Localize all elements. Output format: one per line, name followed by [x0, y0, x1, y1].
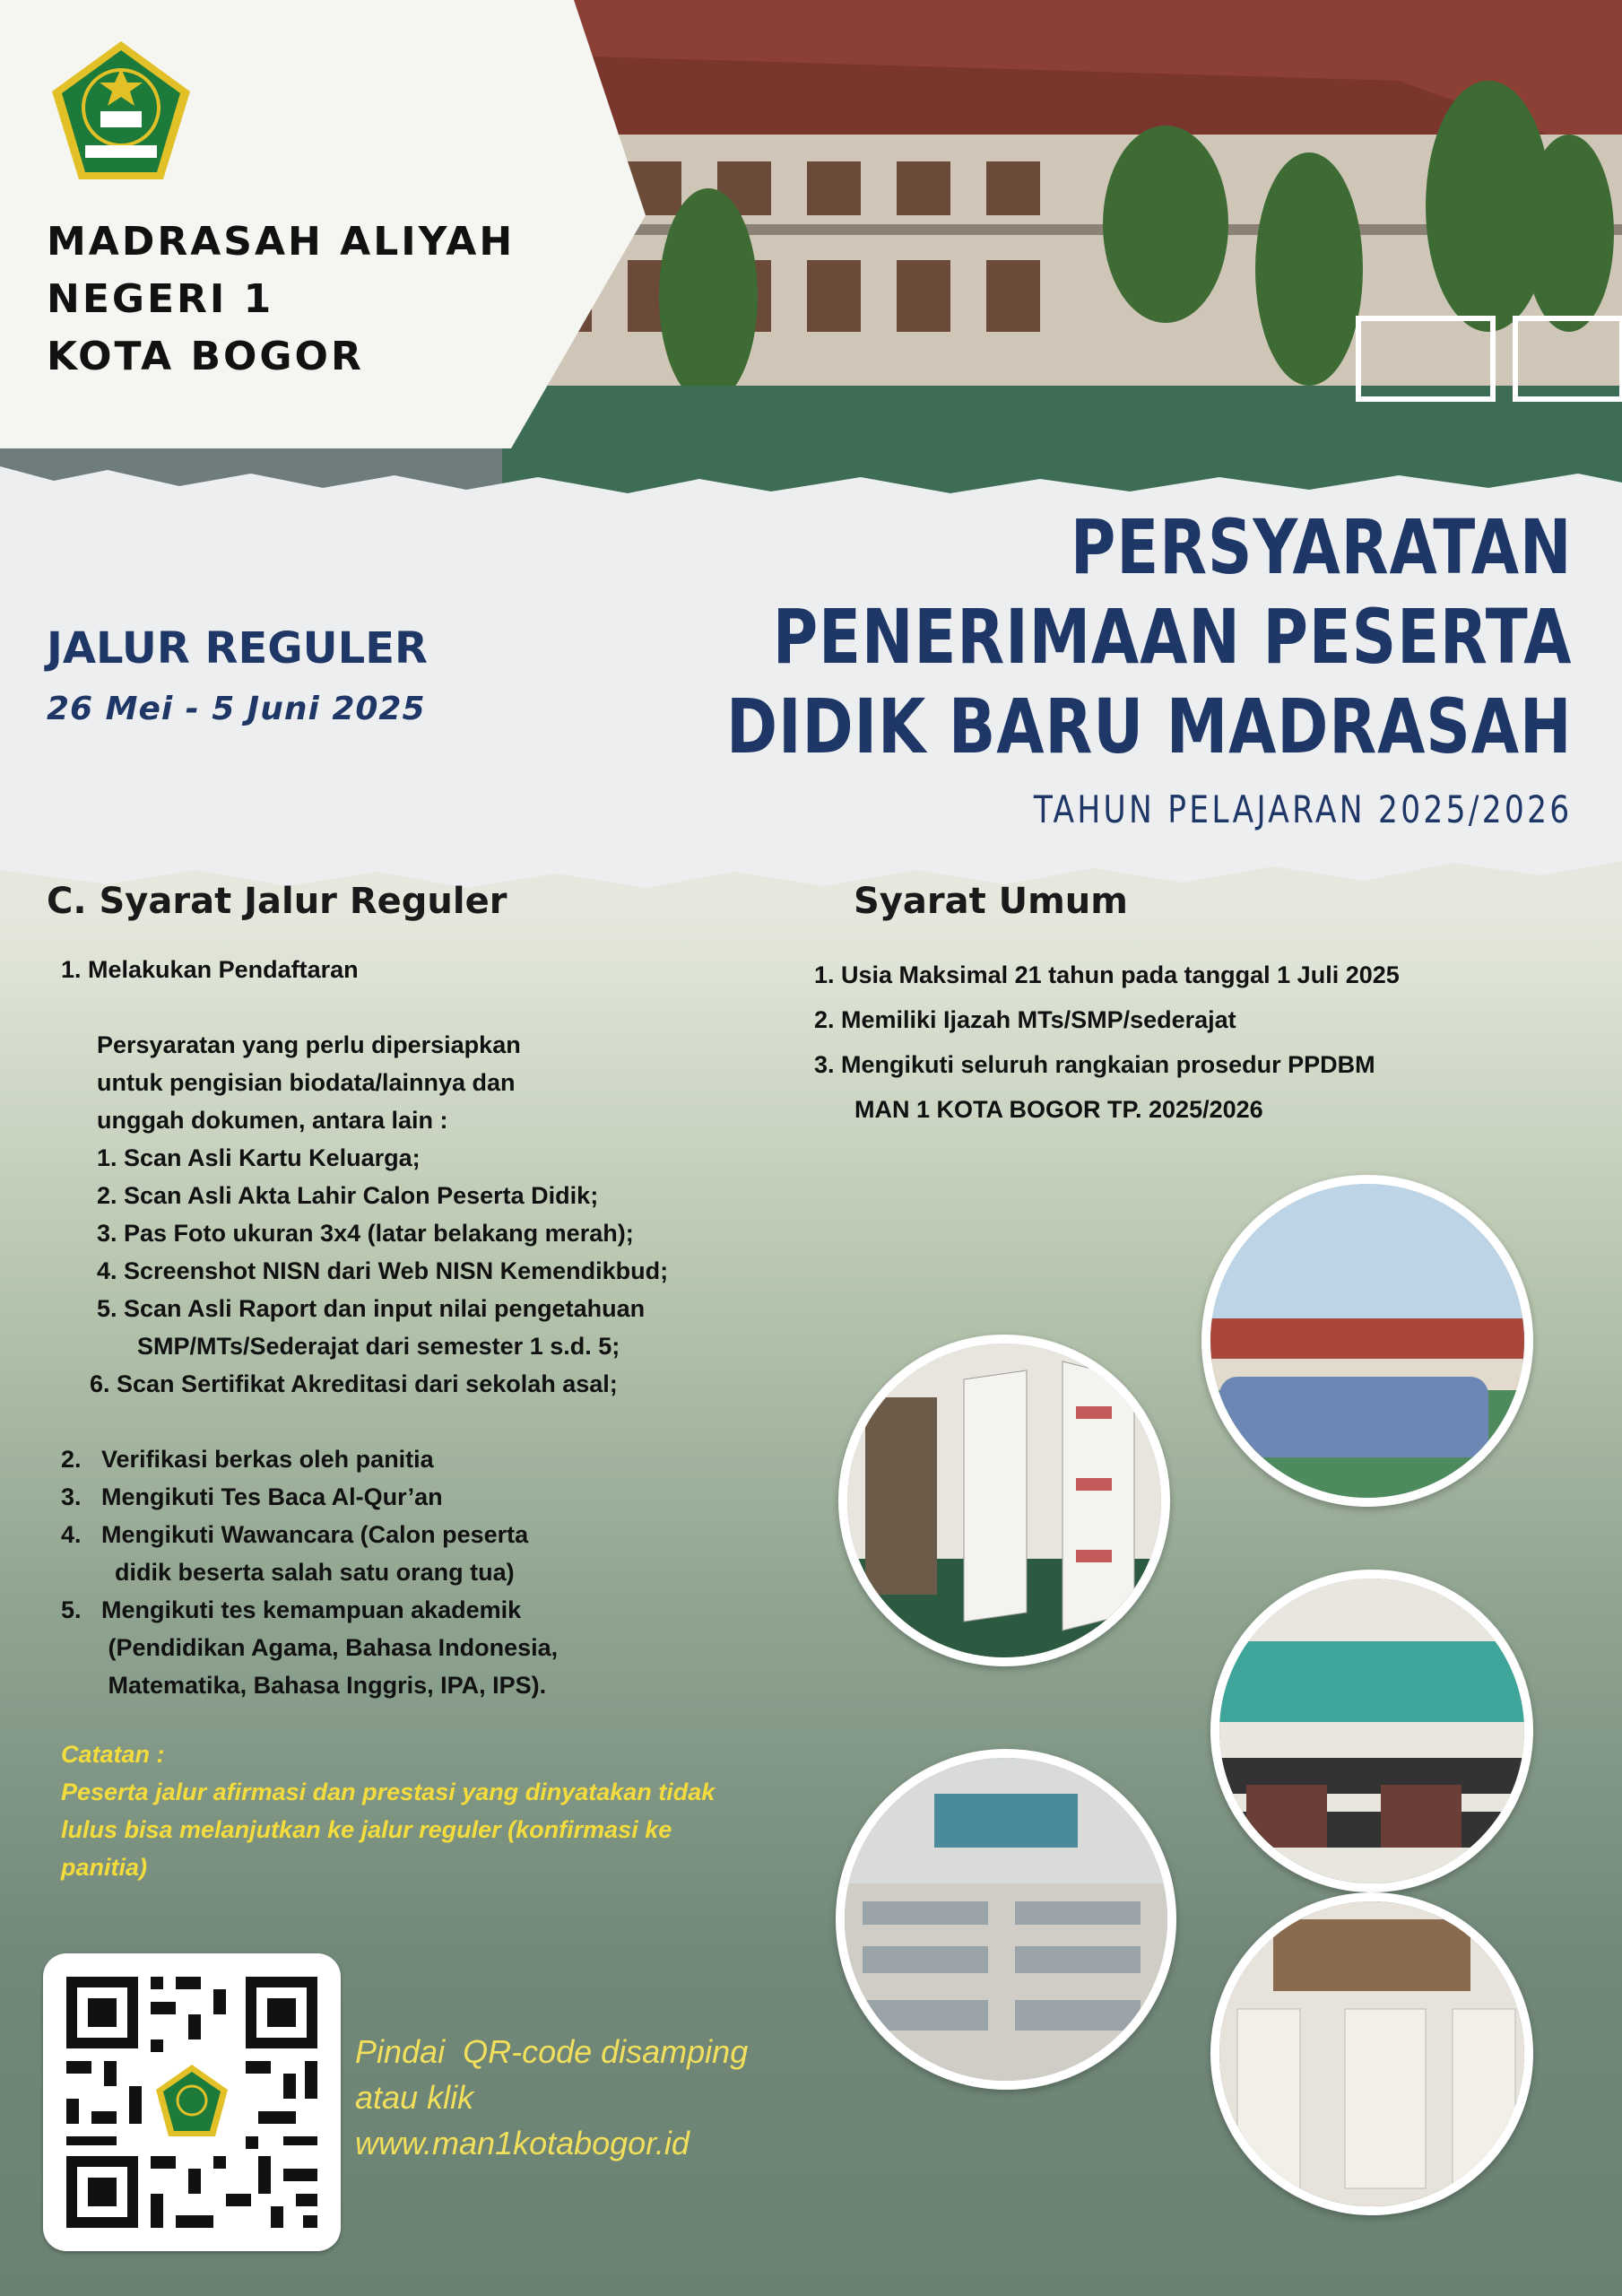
main-title-line-2: PENERIMAAN PESERTA	[772, 593, 1572, 681]
school-name-line-2: NEGERI 1	[47, 276, 274, 322]
main-title-line-1: PERSYARATAN	[1070, 503, 1572, 591]
doc-item: 5. Scan Asli Raport dan input nilai pengetahuan	[97, 1295, 646, 1322]
scan-line: Pindai QR-code disamping	[355, 2033, 749, 2070]
step-item: 5. Mengikuti tes kemampuan akademik	[61, 1596, 522, 1623]
umum-item: 1. Usia Maksimal 21 tahun pada tanggal 1 Juli 2025	[814, 961, 1400, 988]
step-item: Matematika, Bahasa Inggris, IPA, IPS).	[61, 1672, 547, 1699]
photo-library	[838, 1335, 1170, 1666]
umum-item: MAN 1 KOTA BOGOR TP. 2025/2026	[814, 1096, 1263, 1123]
photo-classroom	[836, 1749, 1176, 2090]
doc-item: SMP/MTs/Sederajat dari semester 1 s.d. 5;	[97, 1333, 620, 1360]
main-subtitle: TAHUN PELAJARAN 2025/2026	[1033, 787, 1572, 831]
note-line: panitia)	[61, 1854, 148, 1881]
main-title-line-3: DIDIK BARU MADRASAH	[725, 683, 1572, 770]
doc-item: 2. Scan Asli Akta Lahir Calon Peserta Didik;	[97, 1182, 599, 1209]
kemenag-logo	[45, 38, 197, 186]
intro-line: Persyaratan yang perlu dipersiapkan	[97, 1031, 521, 1058]
qr-code-icon	[43, 1953, 341, 2251]
doc-item: 6. Scan Sertifikat Akreditasi dari sekolah asal;	[90, 1370, 618, 1397]
photo-computer-lab	[1210, 1570, 1533, 1892]
step-item: 2. Verifikasi berkas oleh panitia	[61, 1446, 434, 1473]
intro-line: unggah dokumen, antara lain :	[97, 1107, 448, 1134]
note	[61, 1735, 814, 1886]
note-line: lulus bisa melanjutkan ke jalur reguler (konfirmasi ke	[61, 1816, 672, 1843]
photo-assembly	[1201, 1175, 1533, 1507]
reguler-heading: C. Syarat Jalur Reguler	[47, 881, 507, 922]
step-item: (Pendidikan Agama, Bahasa Indonesia,	[61, 1634, 559, 1661]
jalur-dates: 26 Mei - 5 Juni 2025	[47, 691, 426, 727]
note-line: Peserta jalur afirmasi dan prestasi yang dinyatakan tidak	[61, 1779, 716, 1805]
intro-line: untuk pengisian biodata/lainnya dan	[97, 1069, 516, 1096]
umum-item: 3. Mengikuti seluruh rangkaian prosedur PPDBM	[814, 1051, 1375, 1078]
reguler-list	[61, 951, 668, 1704]
school-name-line-1: MADRASAH ALIYAH	[47, 219, 516, 265]
school-name	[47, 213, 549, 386]
doc-item: 1. Scan Asli Kartu Keluarga;	[97, 1144, 421, 1171]
step-item: 3. Mengikuti Tes Baca Al-Qur’an	[61, 1483, 443, 1510]
note-label: Catatan :	[61, 1741, 165, 1768]
umum-heading: Syarat Umum	[854, 881, 1128, 922]
website-link[interactable]: www.man1kotabogor.id	[355, 2125, 690, 2161]
scan-instruction	[355, 2029, 748, 2166]
school-name-line-3: KOTA BOGOR	[47, 334, 364, 379]
umum-item: 2. Memiliki Ijazah MTs/SMP/sederajat	[814, 1006, 1236, 1033]
qr-code[interactable]	[43, 1953, 341, 2251]
reguler-step-1: 1. Melakukan Pendaftaran	[61, 956, 359, 983]
scan-line: atau klik	[355, 2079, 474, 2116]
photo-lab-room	[1210, 1892, 1533, 2215]
doc-item: 4. Screenshot NISN dari Web NISN Kemendikbud;	[97, 1257, 669, 1284]
step-item: didik beserta salah satu orang tua)	[61, 1559, 515, 1586]
step-item: 4. Mengikuti Wawancara (Calon peserta	[61, 1521, 529, 1548]
umum-list	[814, 952, 1400, 1132]
jalur-title: JALUR REGULER	[47, 623, 428, 674]
main-title	[726, 502, 1572, 771]
doc-item: 3. Pas Foto ukuran 3x4 (latar belakang merah);	[97, 1220, 634, 1247]
